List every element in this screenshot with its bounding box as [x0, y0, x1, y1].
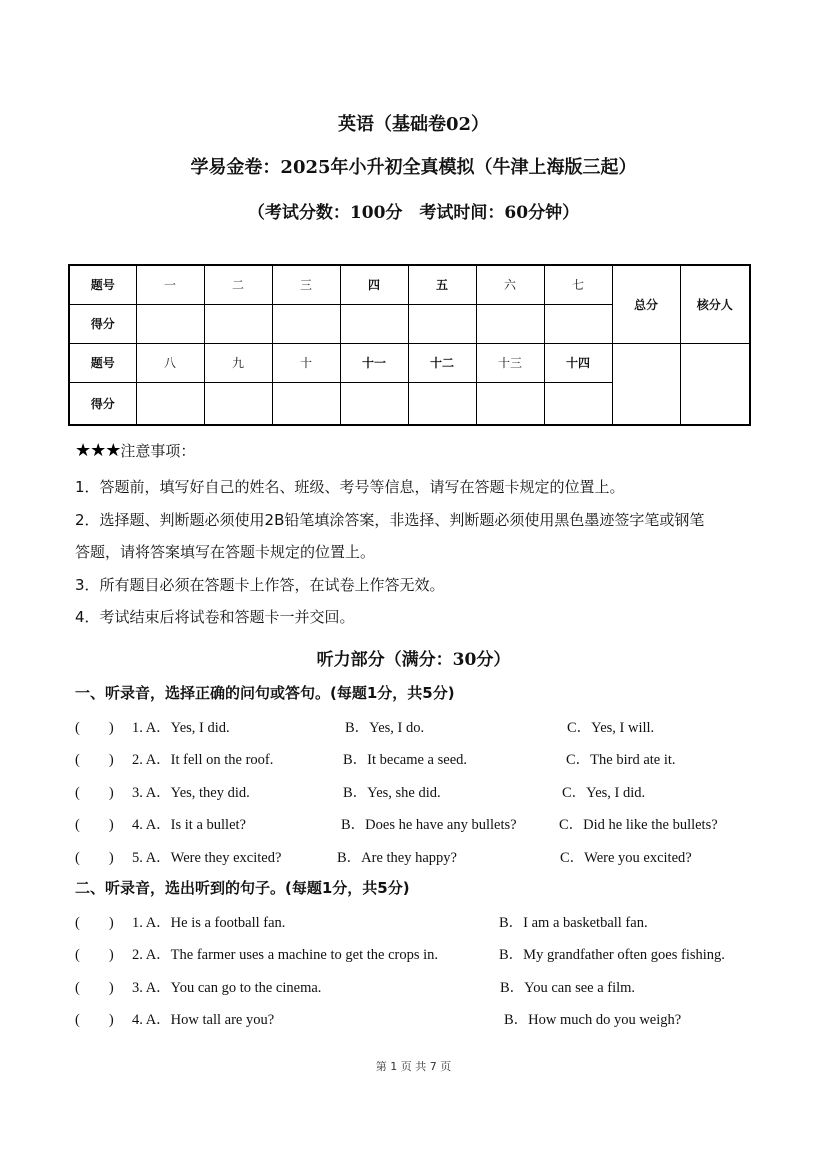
score-cell[interactable]: [544, 382, 612, 425]
option-b: B．Yes, I do.: [345, 720, 425, 736]
option-b: B．Are they happy?: [337, 850, 457, 866]
score-cell[interactable]: [272, 382, 340, 425]
row-label-tihao: 题号: [69, 265, 136, 304]
note-item: 答题，请将答案填写在答题卡规定的位置上。: [75, 543, 376, 561]
answer-blank[interactable]: ( ): [75, 980, 114, 996]
part1-title: 一、听录音，选择正确的问句或答句。(每题1分，共5分): [75, 684, 455, 702]
col-4: 四: [340, 265, 408, 304]
answer-blank[interactable]: ( ): [75, 785, 114, 801]
col-9: 九: [204, 343, 272, 382]
col-3: 三: [272, 265, 340, 304]
option-a: 4. A．How tall are you?: [132, 1012, 275, 1028]
answer-blank[interactable]: ( ): [75, 947, 114, 963]
option-a: 1. A．He is a football fan.: [132, 915, 286, 931]
exam-subtitle: 学易金卷：2025年小升初全真模拟（牛津上海版三起）: [190, 157, 637, 178]
score-table: [68, 264, 751, 426]
col-12: 十二: [408, 343, 476, 382]
score-cell[interactable]: [272, 304, 340, 343]
option-b: B．My grandfather often goes fishing.: [499, 947, 725, 963]
option-b: B．How much do you weigh?: [504, 1012, 682, 1028]
answer-blank[interactable]: ( ): [75, 850, 114, 866]
score-cell[interactable]: [136, 382, 204, 425]
col-7: 七: [544, 265, 612, 304]
option-c: C．Were you excited?: [560, 850, 692, 866]
answer-blank[interactable]: ( ): [75, 720, 114, 736]
answer-blank[interactable]: ( ): [75, 1012, 114, 1028]
col-11: 十一: [340, 343, 408, 382]
option-b: B．You can see a film.: [500, 980, 636, 996]
page-number: 第 1 页 共 7 页: [375, 1060, 452, 1073]
note-item: 3．所有题目必须在答题卡上作答，在试卷上作答无效。: [75, 576, 445, 594]
option-b: B．Yes, she did.: [343, 785, 441, 801]
row-label-defen: 得分: [69, 304, 136, 343]
option-a: 5. A．Were they excited?: [132, 850, 282, 866]
score-cell[interactable]: [136, 304, 204, 343]
part2-title: 二、听录音，选出听到的句子。(每题1分，共5分): [75, 879, 410, 897]
option-a: 1. A．Yes, I did.: [132, 720, 230, 736]
option-a: 2. A．The farmer uses a machine to get the crops in.: [132, 947, 439, 963]
col-10: 十: [272, 343, 340, 382]
option-b: B．It became a seed.: [343, 752, 468, 768]
star-icon: ★★★: [75, 440, 121, 461]
row-label-tihao-2: 题号: [69, 343, 136, 382]
score-cell[interactable]: [476, 304, 544, 343]
exam-info: （考试分数：100分 考试时间：60分钟）: [247, 203, 580, 223]
notes-heading: ★★★注意事项：: [75, 440, 196, 461]
score-cell[interactable]: [408, 304, 476, 343]
option-c: C．Did he like the bullets?: [559, 817, 718, 833]
total-label: 总分: [612, 265, 680, 343]
col-13: 十三: [476, 343, 544, 382]
answer-blank[interactable]: ( ): [75, 915, 114, 931]
listening-title: 听力部分（满分：30分）: [316, 650, 511, 670]
option-b: B．Does he have any bullets?: [341, 817, 517, 833]
option-b: B．I am a basketball fan.: [499, 915, 648, 931]
col-14: 十四: [544, 343, 612, 382]
checker-cell[interactable]: [680, 343, 750, 425]
score-cell[interactable]: [476, 382, 544, 425]
answer-blank[interactable]: ( ): [75, 817, 114, 833]
row-label-defen-2: 得分: [69, 382, 136, 425]
col-6: 六: [476, 265, 544, 304]
note-item: 1．答题前，填写好自己的姓名、班级、考号等信息，请写在答题卡规定的位置上。: [75, 478, 625, 496]
option-a: 3. A．Yes, they did.: [132, 785, 250, 801]
score-cell[interactable]: [340, 382, 408, 425]
score-cell[interactable]: [340, 304, 408, 343]
answer-blank[interactable]: ( ): [75, 752, 114, 768]
note-item: 4．考试结束后将试卷和答题卡一并交回。: [75, 608, 355, 626]
score-cell[interactable]: [408, 382, 476, 425]
col-2: 二: [204, 265, 272, 304]
option-a: 3. A．You can go to the cinema.: [132, 980, 322, 996]
option-a: 2. A．It fell on the roof.: [132, 752, 274, 768]
checker-label: 核分人: [680, 265, 750, 343]
note-item: 2．选择题、判断题必须使用2B铅笔填涂答案，非选择、判断题必须使用黑色墨迹签字笔或钢笔: [75, 511, 705, 529]
col-5: 五: [408, 265, 476, 304]
score-cell[interactable]: [204, 304, 272, 343]
col-1: 一: [136, 265, 204, 304]
score-cell[interactable]: [204, 382, 272, 425]
score-cell[interactable]: [544, 304, 612, 343]
option-c: C．Yes, I will.: [567, 720, 655, 736]
option-c: C．The bird ate it.: [566, 752, 676, 768]
option-a: 4. A．Is it a bullet?: [132, 817, 246, 833]
col-8: 八: [136, 343, 204, 382]
option-c: C．Yes, I did.: [562, 785, 646, 801]
total-score-cell[interactable]: [612, 343, 680, 425]
exam-title: 英语（基础卷02）: [337, 114, 490, 135]
